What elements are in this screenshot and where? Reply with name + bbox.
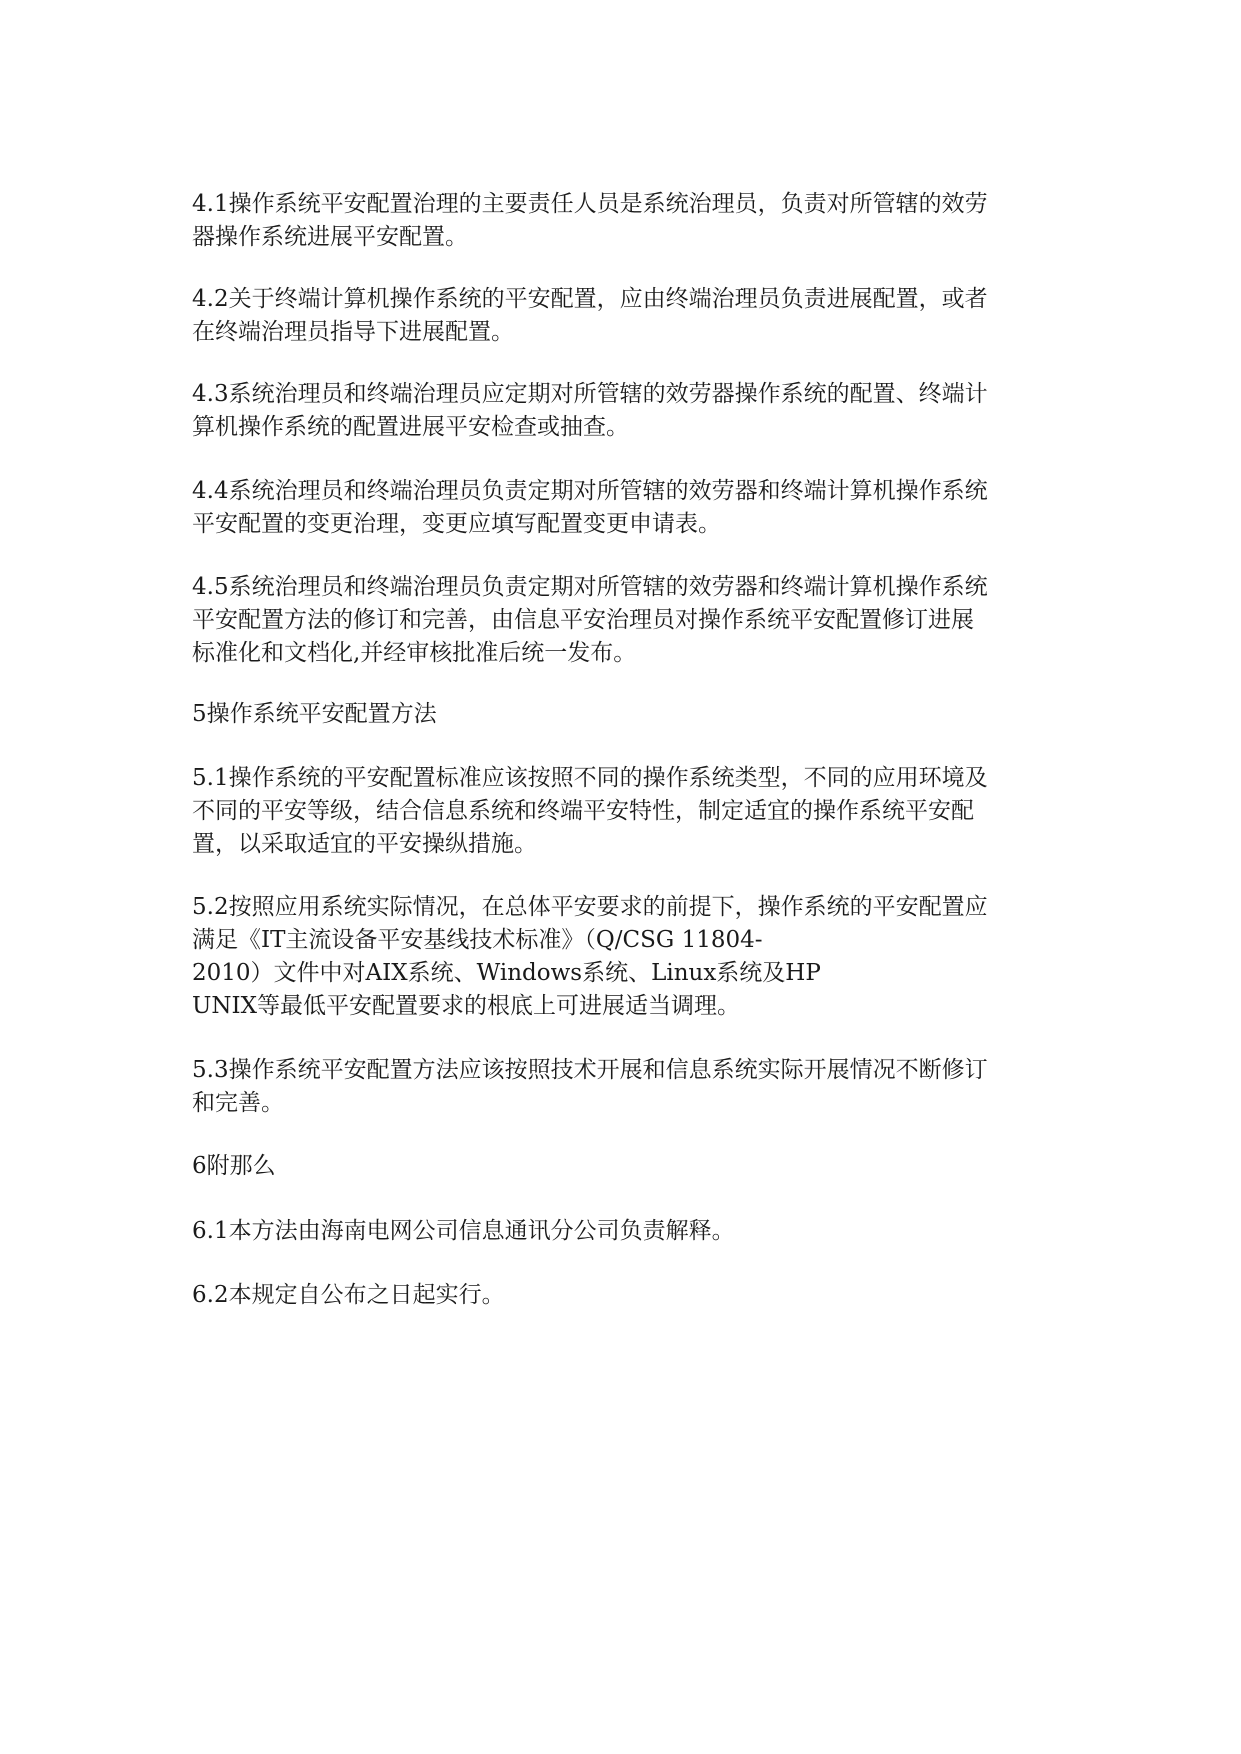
paragraph-4-4 bbox=[192, 475, 1052, 541]
paragraph-line: UNIX等最低平安配置要求的根底上可进展适当调理。 bbox=[192, 993, 740, 1019]
paragraph-5-1 bbox=[192, 762, 1052, 861]
paragraph-6-1 bbox=[192, 1215, 1052, 1248]
paragraph-line: 置，以采取适宜的平安操纵措施。 bbox=[192, 831, 537, 857]
paragraph-line: 5.2按照应用系统实际情况，在总体平安要求的前提下，操作系统的平安配置应 bbox=[192, 894, 988, 920]
paragraph-5-2 bbox=[192, 891, 1052, 1023]
paragraph-line: 5.3操作系统平安配置方法应该按照技术开展和信息系统实际开展情况不断修订 bbox=[192, 1057, 988, 1083]
paragraph-line: 和完善。 bbox=[192, 1090, 284, 1116]
paragraph-line: 平安配置的变更治理，变更应填写配置变更申请表。 bbox=[192, 511, 721, 537]
paragraph-4-3 bbox=[192, 378, 1052, 444]
paragraph-line: 6.2本规定自公布之日起实行。 bbox=[192, 1282, 505, 1308]
paragraph-6-2 bbox=[192, 1279, 1052, 1312]
paragraph-line: 5.1操作系统的平安配置标准应该按照不同的操作系统类型，不同的应用环境及 bbox=[192, 765, 988, 791]
section-heading-6 bbox=[192, 1150, 1052, 1183]
paragraph-line: 器操作系统进展平安配置。 bbox=[192, 224, 468, 250]
paragraph-line: 平安配置方法的修订和完善，由信息平安治理员对操作系统平安配置修订进展 bbox=[192, 607, 974, 633]
paragraph-4-5 bbox=[192, 571, 1052, 670]
paragraph-line: 在终端治理员指导下进展配置。 bbox=[192, 319, 514, 345]
section-heading-5 bbox=[192, 698, 1052, 731]
paragraph-line: 标准化和文档化,并经审核批准后统一发布。 bbox=[192, 640, 637, 666]
paragraph-line: 4.4系统治理员和终端治理员负责定期对所管辖的效劳器和终端计算机操作系统 bbox=[192, 478, 988, 504]
paragraph-line: 4.2关于终端计算机操作系统的平安配置，应由终端治理员负责进展配置，或者 bbox=[192, 286, 988, 312]
paragraph-line: 6.1本方法由海南电网公司信息通讯分公司负责解释。 bbox=[192, 1218, 735, 1244]
paragraph-line: 算机操作系统的配置进展平安检查或抽查。 bbox=[192, 414, 629, 440]
paragraph-line: 2010）文件中对AIX系统、Windows系统、Linux系统及HP bbox=[192, 960, 821, 986]
heading-line: 6附那么 bbox=[192, 1153, 276, 1179]
paragraph-line: 满足《IT主流设备平安基线技术标准》（Q/CSG 11804- bbox=[192, 927, 763, 953]
heading-line: 5操作系统平安配置方法 bbox=[192, 701, 437, 727]
paragraph-line: 4.5系统治理员和终端治理员负责定期对所管辖的效劳器和终端计算机操作系统 bbox=[192, 574, 988, 600]
paragraph-line: 4.3系统治理员和终端治理员应定期对所管辖的效劳器操作系统的配置、终端计 bbox=[192, 381, 988, 407]
paragraph-5-3 bbox=[192, 1054, 1052, 1120]
paragraph-line: 不同的平安等级，结合信息系统和终端平安特性，制定适宜的操作系统平安配 bbox=[192, 798, 974, 824]
paragraph-4-1 bbox=[192, 188, 1052, 254]
paragraph-line: 4.1操作系统平安配置治理的主要责任人员是系统治理员，负责对所管辖的效劳 bbox=[192, 191, 988, 217]
paragraph-4-2 bbox=[192, 283, 1052, 349]
